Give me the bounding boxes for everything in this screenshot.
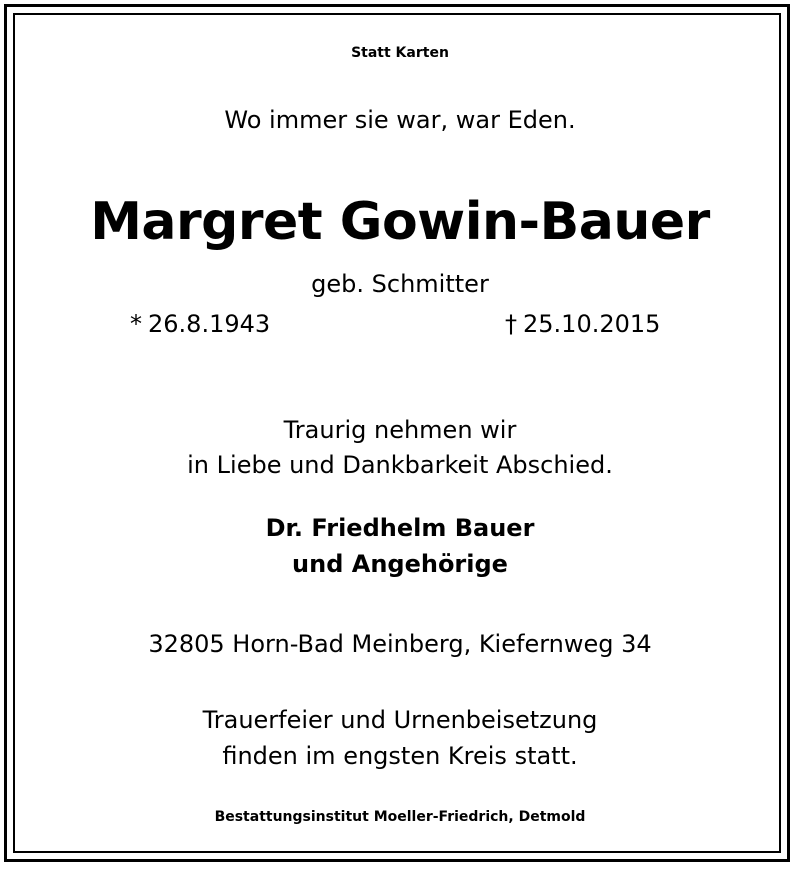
- mourner-name: Dr. Friedhelm Bauer: [265, 514, 535, 542]
- death-date-line: [505, 312, 660, 336]
- maiden-name: geb. Schmitter: [311, 270, 489, 298]
- death-date: 25.10.2015: [523, 310, 661, 338]
- address-text: 32805 Horn-Bad Meinberg, Kiefernweg 34: [148, 630, 652, 658]
- birth-star-icon: *: [130, 310, 142, 338]
- funeral-home-text: Bestattungsinstitut Moeller-Friedrich, Detmold: [214, 809, 586, 825]
- mourner-relatives: und Angehörige: [292, 550, 508, 578]
- ceremony-line-1: Trauerfeier und Urnenbeisetzung: [202, 706, 598, 734]
- ceremony-line-2: finden im engsten Kreis statt.: [222, 742, 578, 770]
- quote-text: Wo immer sie war, war Eden.: [224, 106, 576, 134]
- death-cross-icon: †: [505, 310, 517, 338]
- birth-date: 26.8.1943: [148, 310, 271, 338]
- header-text: Statt Karten: [351, 45, 449, 61]
- farewell-line-2: in Liebe und Dankbarkeit Abschied.: [187, 451, 613, 479]
- birth-date-line: [130, 312, 270, 336]
- deceased-name: Margret Gowin-Bauer: [90, 192, 710, 252]
- farewell-line-1: Traurig nehmen wir: [283, 416, 517, 444]
